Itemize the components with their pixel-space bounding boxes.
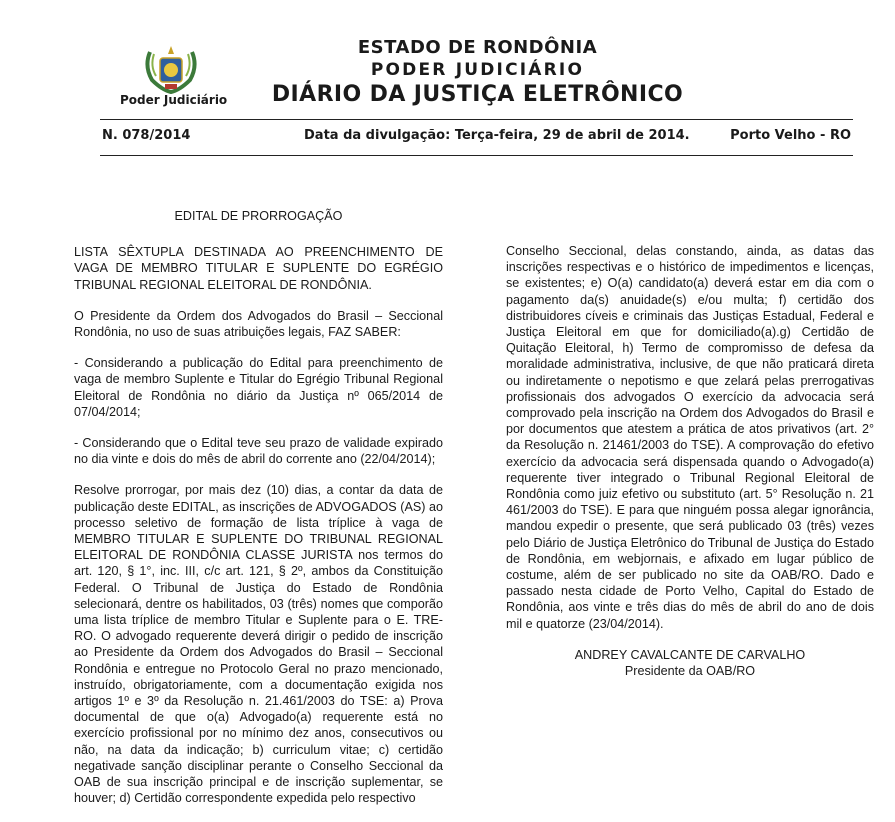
signer-role: Presidente da OAB/RO [624,664,756,679]
notice-title: EDITAL DE PRORROGAÇÃO [174,209,343,223]
notice-intro: O Presidente da Ordem dos Advogados do Brasil – Seccional Rondônia, no uso de suas atribuições legais, FAZ SABER: [74,308,443,340]
logo-label: Poder Judiciário [120,93,228,107]
state-heading: ESTADO DE RONDÔNIA [357,37,598,58]
consideration-1: - Considerando a publicação do Edital para preenchimento de vaga de membro Suplente e Titular do Egrégio Tribunal Regional Eleitoral de Rondônia no diário da Justiça nº 065/2014 de 07/04/2014; [74,356,443,419]
header-divider-bottom [100,155,853,156]
judiciary-heading: PODER JUDICIÁRIO [370,60,585,80]
notice-subject: LISTA SÊXTUPLA DESTINADA AO PREENCHIMENTO DE VAGA DE MEMBRO TITULAR E SUPLENTE DO EGRÉGIO TRIBUNAL REGIONAL ELEITORAL DE RONDÔNIA. [74,245,443,292]
diary-title: DIÁRIO DA JUSTIÇA ELETRÔNICO [271,82,684,107]
publication-date: Data da divulgação: Terça-feira, 29 de abril de 2014. [304,128,690,143]
resolution-text: Resolve prorrogar, por mais dez (10) dias, a contar da data de publicação deste EDITAL, as inscrições de ADVOGADOS (AS) ao processo seletivo de formação de lista tríplice à vaga de MEMBRO TITULAR E SUPLENTE DO TRIBUNAL REGIONAL ELEITORAL DE RONDÔNIA CLASSE JURISTA nos termos do art. 120, § 1°, inc. III, c/c art. 121, § 2º, ambos da Constituição Federal. O Tribunal de Justiça do Estado de Rondônia selecionará, dentre os habilitados, 03 (três) nomes que comporão uma lista tríplice de membro Titular e Suplente para o E. TRE-RO. O advogado requerente deverá dirigir o pedido de inscrição ao Presidente da Ordem dos Advogados do Brasil – Seccional Rondônia e entregue no Protocolo Geral no prazo mencionado, instruído, obrigatoriamente, com a documentação exigida nos artigos 1º e 3º da Resolução n. 21.461/2003 do TSE: a) Prova documental de que o(a) Advogado(a) requerente está no exercício profissional por no mínimo dez anos, consecutivos ou não, na data da indicação; b) curriculum vitae; c) certidão negativade sanção disciplinar perante o Conselho Seccional da OAB de sua inscrição principal e de inscrição suplementar, se houver; d) Certidão correspondente expedida pelo respectivo [74,483,443,806]
edition-number: N. 078/2014 [102,128,191,143]
publication-place: Porto Velho - RO [730,128,851,143]
header-divider-top [100,119,853,120]
signer-name: ANDREY CAVALCANTE DE CARVALHO [574,647,806,662]
left-column [74,208,443,822]
consideration-2: - Considerando que o Edital teve seu prazo de validade expirado no dia vinte e dois do mês de abril do corrente ano (22/04/2014); [74,436,443,467]
right-column [506,243,874,679]
continuation-text: Conselho Seccional, delas constando, ainda, as datas das inscrições respectivas e o histórico de impedimentos e licenças, se existentes; e) O(a) candidato(a) deverá estar em dia com o pagamento da(s) anuidade(s) e/ou multa; f) certidão dos distribuidores cíveis e criminais das Justiças Estadual, Federal e Justiça Eleitoral em que for domiciliado(a).g) Certidão de Quitação Eleitoral, h) Termo de compromisso de defesa da moralidade administrativa, inclusive, de que não praticará direta ou indiretamente o nepotismo e que zelará pelas prerrogativas profissionais dos advogados O exercício da advocacia será comprovado pela inscrição na Ordem dos Advogados do Brasil e por documentos que atestem a prática de atos privativos (art. 2° da Resolução n. 21461/2003 do TSE). A comprovação do efetivo exercício da advocacia será dispensada quando o Advogado(a) requerente tiver integrado o Tribunal Regional Eleitoral de Rondônia como juiz efetivo ou substituto (art. 5° Resolução n. 21 461/2003 do TSE). E para que ninguém possa alegar ignorância, mandou expedir o presente, que será publicado 03 (três) vezes pelo Diário de Justiça Eletrônico do Tribunal de Justiça do Estado de Rondônia, em webjornais, e afixado em lugar público de costume, além de ser publicado no site da OAB/RO. Dado e passado nesta cidade de Porto Velho, Capital do Estado de Rondônia, aos vinte e três dias do mês de abril do ano de dois mil e quatorze (23/04/2014). [506,244,874,631]
signature-block [506,647,874,679]
